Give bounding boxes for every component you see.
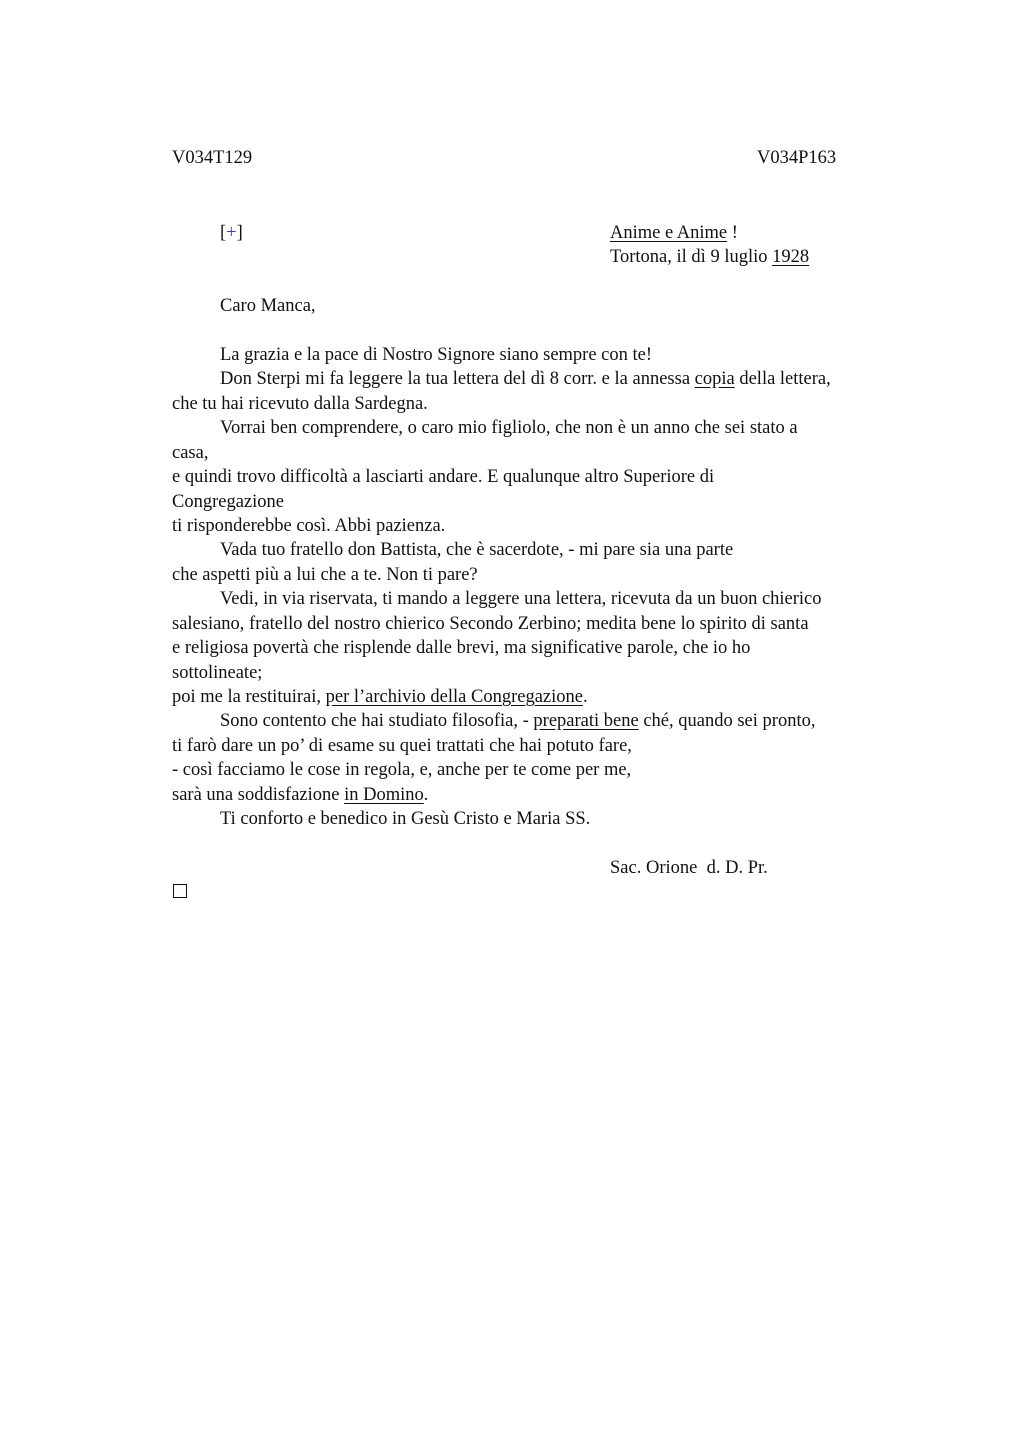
signature: Sac. Orione d. D. Pr.: [610, 858, 768, 878]
body-line: Vedi, in via riservata, ti mando a leggere una lettera, ricevuta da un buon chierico: [220, 589, 822, 609]
body-line: salesiano, fratello del nostro chierico Secondo Zerbino; medita bene lo spirito di santa: [172, 614, 809, 634]
salutation: Caro Manca,: [220, 296, 316, 316]
document-code-right: V034P163: [757, 148, 837, 168]
motto-suffix: !: [727, 223, 738, 243]
body-line: [172, 685, 588, 709]
underlined-text: preparati bene: [533, 711, 639, 731]
body-line: Ti conforto e benedico in Gesù Cristo e Maria SS.: [220, 809, 591, 829]
document-code-left: V034T129: [172, 148, 253, 168]
body-line: che aspetti più a lui che a te. Non ti pare?: [172, 565, 478, 585]
body-line: che tu hai ricevuto dalla Sardegna.: [172, 394, 428, 414]
body-text: ché, quando sei pronto,: [638, 711, 816, 731]
underlined-text: in Domino: [344, 785, 424, 805]
body-text: Sono contento che hai studiato filosofia, -: [220, 711, 534, 731]
body-line: e religiosa povertà che risplende dalle brevi, ma significative parole, che io ho: [172, 638, 751, 658]
body-line: ti farò dare un po’ di esame su quei trattati che hai potuto fare,: [172, 736, 632, 756]
body-text: poi me la restituirai,: [172, 687, 326, 707]
body-line: sottolineate;: [172, 663, 263, 683]
body-line: Vorrai ben comprendere, o caro mio figliolo, che non è un anno che sei stato a: [220, 418, 798, 438]
body-text: .: [423, 785, 429, 805]
body-line: Congregazione: [172, 492, 284, 512]
dateline: [610, 245, 809, 269]
underlined-text: per l’archivio della Congregazione: [325, 687, 583, 707]
body-line: [172, 783, 428, 807]
bracket-open: [: [220, 223, 227, 243]
dateline-text: Tortona, il dì 9 luglio: [610, 247, 773, 267]
body-line: La grazia e la pace di Nostro Signore siano sempre con te!: [220, 345, 653, 365]
body-line: [220, 367, 831, 391]
body-line: [220, 709, 815, 733]
end-square-icon: [173, 884, 187, 898]
underlined-text: copia: [694, 369, 735, 389]
body-text: della lettera,: [734, 369, 831, 389]
body-text: Don Sterpi mi fa leggere la tua lettera del dì 8 corr. e la annessa: [220, 369, 695, 389]
body-line: Vada tuo fratello don Battista, che è sacerdote, - mi pare sia una parte: [220, 540, 734, 560]
dateline-year: 1928: [772, 247, 810, 267]
body-text: sarà una soddisfazione: [172, 785, 345, 805]
body-line: casa,: [172, 443, 209, 463]
motto-text: Anime e Anime: [610, 223, 728, 243]
body-line: - così facciamo le cose in regola, e, anche per te come per me,: [172, 760, 632, 780]
bracket-close: ]: [236, 223, 243, 243]
body-line: e quindi trovo difficoltà a lasciarti andare. E qualunque altro Superiore di: [172, 467, 715, 487]
cross-icon: +: [226, 223, 237, 243]
body-line: ti risponderebbe così. Abbi pazienza.: [172, 516, 446, 536]
cross-mark: [220, 221, 243, 245]
body-text: .: [582, 687, 588, 707]
motto: [610, 221, 738, 245]
